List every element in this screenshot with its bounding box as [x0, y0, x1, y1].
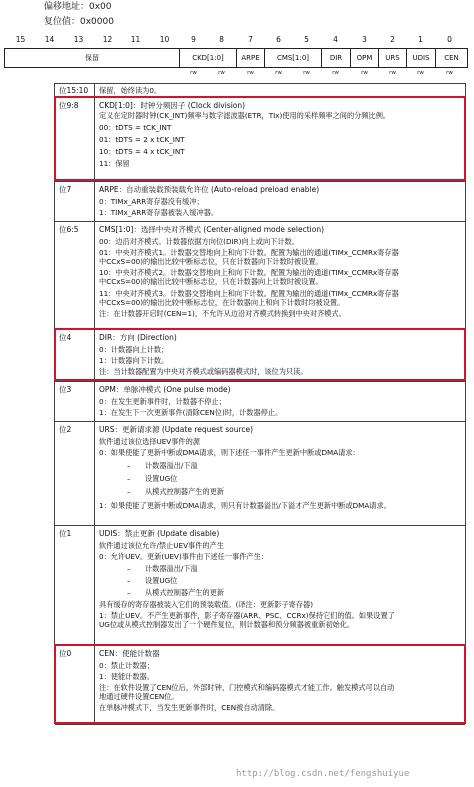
desc-line: 1：使能计数器。	[99, 671, 154, 681]
desc-line: – 从模式控制器产生的更新	[127, 588, 225, 598]
rw-label: rw	[275, 70, 282, 76]
desc-line: 具有缓存的寄存器被装入它们的预装载值。(译注：更新影子寄存器)	[99, 599, 314, 609]
rw-label: rw	[190, 70, 197, 76]
bit-number-5: 5	[304, 35, 309, 44]
field-reserved: 保留	[85, 53, 99, 62]
field-urs: URS	[378, 48, 406, 68]
desc-line: 0：计数器向上计数；	[99, 344, 169, 354]
row-bit-4	[55, 330, 465, 382]
bit-range: 位15:10	[59, 86, 89, 95]
field-opm: OPM	[350, 48, 378, 68]
bit-number-9: 9	[191, 35, 196, 44]
desc-line: 1：如果使能了更新中断或DMA请求，则只有计数器溢出/下溢才产生更新中断或DMA请求。	[99, 500, 391, 510]
field-dir: DIR	[321, 48, 350, 68]
row-description	[99, 649, 461, 713]
bit-range: 位0	[59, 649, 72, 658]
rw-label: rw	[218, 70, 225, 76]
desc-line: – 从模式控制器产生的更新	[127, 487, 225, 497]
row-description	[99, 385, 461, 417]
row-bit-7	[55, 182, 465, 222]
bit-range: 位7	[59, 185, 72, 194]
bit-number-7: 7	[248, 35, 253, 44]
field-arpe: ARPE	[236, 48, 264, 68]
desc-line: 01：tDTS = 2 x tCK_INT	[99, 135, 185, 145]
row-description	[99, 101, 461, 169]
desc-line: 软件通过该位允许/禁止UEV事件的产生	[99, 540, 224, 550]
desc-line: 00：边沿对齐模式。计数器依据方向位(DIR)向上或向下计数。	[99, 236, 299, 246]
desc-line: 1：计数器向下计数。	[99, 355, 169, 365]
field-title: CKD[1:0]：时钟分频因子 (Clock division)	[99, 101, 246, 110]
bit-number-3: 3	[362, 35, 367, 44]
row-bit-0	[55, 646, 465, 725]
bit-description-table	[54, 83, 466, 724]
desc-line: 中CCxS=00)的输出比较中断标志位，只在计数器向下计数时被设置。	[99, 257, 323, 267]
rw-label: rw	[417, 70, 424, 76]
row-description	[99, 225, 461, 318]
desc-line: 1：TIMx_ARR寄存器被装入缓冲器。	[99, 207, 219, 217]
field-title: URS：更新请求源 (Update request source)	[99, 425, 254, 434]
desc-line: 1：禁止UEV。不产生更新事件，影子寄存器(ARR、PSC、CCRx)保持它们的值。如果设置了	[99, 610, 395, 620]
bit-number-11: 11	[130, 35, 141, 44]
bit-number-8: 8	[219, 35, 224, 44]
desc-line: – 设置UG位	[127, 474, 178, 484]
desc-line: 11：中央对齐模式3。计数器交替地向上和向下计数。配置为输出的通道(TIMx_CCMRx寄存器	[99, 288, 399, 298]
bit-number-12: 12	[102, 35, 113, 44]
rw-label: rw	[303, 70, 310, 76]
row-description	[99, 333, 461, 376]
desc-line: 0：允许UEV。更新(UEV)事件由下述任一事件产生：	[99, 551, 268, 561]
rw-label: rw	[389, 70, 396, 76]
row-bits-9-8	[55, 98, 465, 182]
bit-number-1: 1	[418, 35, 423, 44]
bit-range: 位4	[59, 333, 72, 342]
desc-line: 01：中央对齐模式1。计数器交替地向上和向下计数。配置为输出的通道(TIMx_CCMRx寄存器	[99, 247, 399, 257]
row-bits-15-10	[55, 84, 465, 98]
desc-line: – 计数器溢出/下溢	[127, 461, 198, 471]
desc-line: 1：在发生下一次更新事件(清除CEN位)时，计数器停止。	[99, 407, 283, 417]
bit-number-14: 14	[44, 35, 55, 44]
field-title: ARPE：自动重装载预装载允许位 (Auto-reload preload enable)	[99, 185, 320, 194]
row-bits-6-5	[55, 222, 465, 330]
desc-line: 中CCxS=00)的输出比较中断标志位，在计数器向上和向下计数时均被设置。	[99, 297, 345, 307]
desc-line: 10：tDTS = 4 x tCK_INT	[99, 147, 185, 157]
row-bit-3	[55, 382, 465, 422]
watermark-url: http://blog.csdn.net/fengshuiyue	[236, 769, 410, 779]
field-title: CMS[1:0]：选择中央对齐模式 (Center-aligned mode selection)	[99, 225, 324, 234]
bit-number-4: 4	[333, 35, 338, 44]
bit-number-13: 13	[73, 35, 84, 44]
field-title: UDIS：禁止更新 (Update disable)	[99, 529, 220, 538]
bit-number-0: 0	[447, 35, 452, 44]
desc-line: UG位或从模式控制器发出了一个硬件复位，则计数器和预分频器被重新初始化。	[99, 620, 355, 630]
bit-number-2: 2	[390, 35, 395, 44]
desc-line: 0：TIMx_ARR寄存器没有缓冲；	[99, 196, 204, 206]
bit-number-6: 6	[276, 35, 281, 44]
bit-number-10: 10	[159, 35, 170, 44]
desc-line: 软件通过该位选择UEV事件的源	[99, 436, 200, 446]
bit-range: 位1	[59, 529, 72, 538]
bit-range: 位9:8	[59, 101, 79, 110]
row-bit-1	[55, 526, 465, 646]
rw-label: rw	[247, 70, 254, 76]
field-title: OPM：单脉冲模式 (One pulse mode)	[99, 385, 231, 394]
desc-line: 10：中央对齐模式2。计数器交替地向上和向下计数。配置为输出的通道(TIMx_CCMRx寄存器	[99, 268, 399, 278]
desc-line: 0：如果使能了更新中断或DMA请求，则下述任一事件产生更新中断或DMA请求：	[99, 447, 360, 457]
field-cen: CEN	[435, 48, 467, 68]
desc-line: – 设置UG位	[127, 576, 178, 586]
desc-line: 定义在定时器时钟(CK_INT)频率与数字滤波器(ETR，TIx)使用的采样频率之间的分频比例。	[99, 110, 391, 120]
desc-line: 注：当计数器配置为中央对齐模式或编码器模式时，该位为只读。	[99, 367, 308, 377]
desc-line: 在单脉冲模式下，当发生更新事件时，CEN被自动清除。	[99, 703, 280, 713]
desc-line: – 计数器溢出/下溢	[127, 564, 198, 574]
rw-label: rw	[361, 70, 368, 76]
desc-line: 保留，始终读为0。	[99, 86, 162, 95]
reset-value: 复位值：0x0000	[44, 17, 114, 27]
rw-label: rw	[446, 70, 453, 76]
field-title: CEN：使能计数器	[99, 649, 160, 658]
desc-line: 中CCxS=00)的输出比较中断标志位，只在计数器向上计数时被设置。	[99, 277, 323, 287]
rw-label: rw	[332, 70, 339, 76]
row-bit-2	[55, 422, 465, 526]
row-description	[99, 425, 461, 510]
bit-range: 位3	[59, 385, 72, 394]
field-cms: CMS[1:0]	[264, 48, 321, 68]
row-description	[99, 185, 461, 217]
row-description	[99, 529, 461, 629]
bit-range: 位2	[59, 425, 72, 434]
bit-number-15: 15	[15, 35, 26, 44]
desc-line: 0：在发生更新事件时，计数器不停止；	[99, 396, 226, 406]
row-description	[99, 86, 461, 95]
desc-line: 注：在软件设置了CEN位后，外部时钟、门控模式和编码器模式才能工作。触发模式可以自动	[99, 683, 395, 693]
field-title: DIR：方向 (Direction)	[99, 333, 177, 342]
desc-line: 11：保留	[99, 159, 130, 169]
offset-address: 偏移地址：0x00	[44, 2, 112, 12]
desc-line: 地通过硬件设置CEN位。	[99, 692, 179, 702]
desc-line: 00：tDTS = tCK_INT	[99, 122, 172, 132]
field-ckd: CKD[1:0]	[179, 48, 236, 68]
desc-line: 注：在计数器开启时(CEN=1)，不允许从边沿对齐模式转换到中央对齐模式。	[99, 309, 346, 319]
field-udis: UDIS	[406, 48, 435, 68]
desc-line: 0：禁止计数器；	[99, 660, 154, 670]
bit-range: 位6:5	[59, 225, 79, 234]
